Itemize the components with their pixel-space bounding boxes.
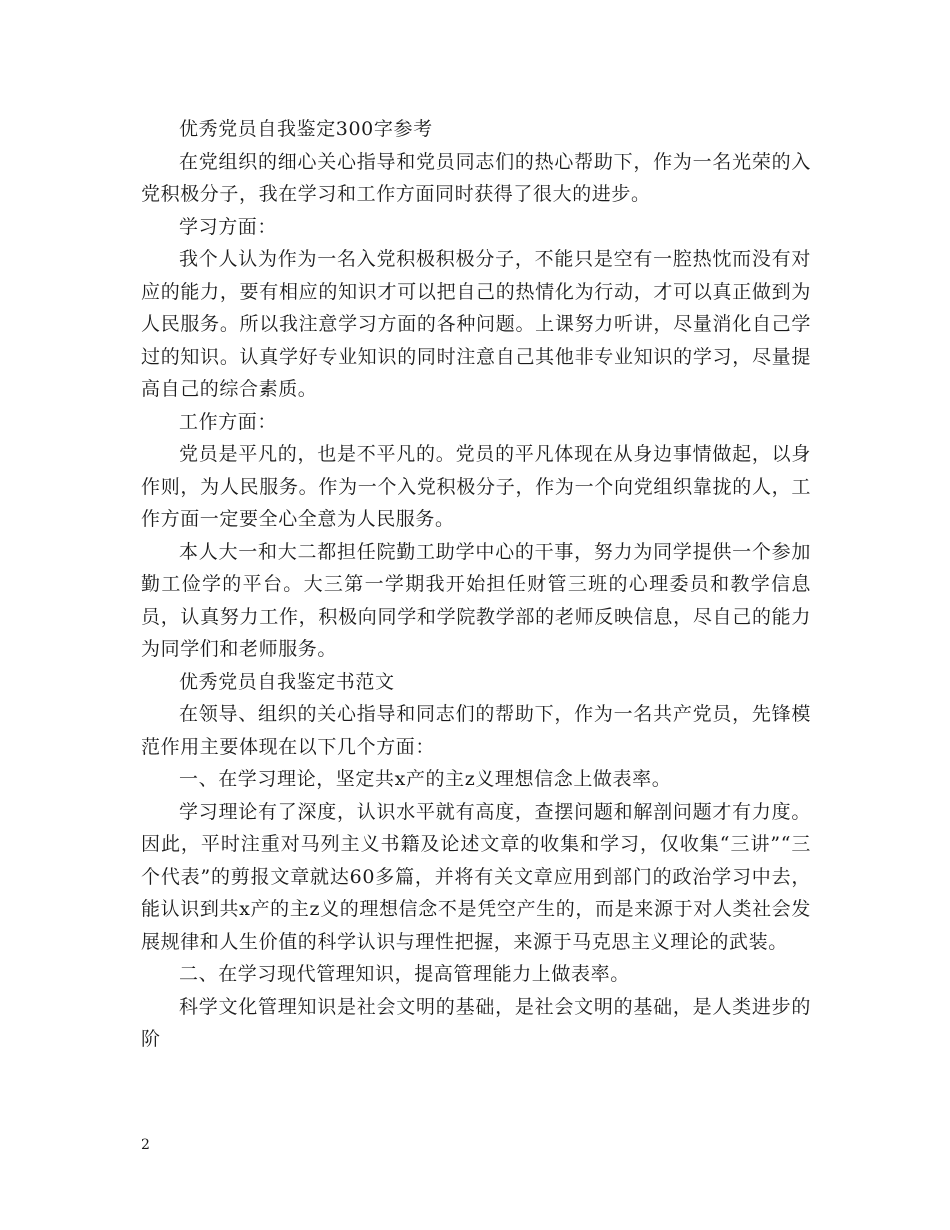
section-title: 优秀党员自我鉴定书范文	[179, 670, 395, 693]
paragraph: 本人大一和大二都担任院勤工助学中心的干事，努力为同学提供一个参加勤工俭学的平台。大三第一学期我开始担任财管三班的心理委员和教学信息员，认真努力工作，积极向同学和学院教学部的老师反映信息，尽自己的能力为同学们和老师服务。	[141, 540, 811, 660]
paragraph: 科学文化管理知识是社会文明的基础，是社会文明的基础，是人类进步的阶	[141, 995, 811, 1050]
document-body	[141, 113, 811, 1056]
page-number: 2	[141, 1137, 150, 1153]
subheading: 一、在学习理论，坚定共x产的主z义理想信念上做表率。	[179, 768, 672, 790]
section-title: 优秀党员自我鉴定300字参考	[179, 118, 433, 140]
subheading: 学习方面：	[179, 215, 278, 238]
paragraph: 在领导、组织的关心指导和同志们的帮助下，作为一名共产党员，先锋模范作用主要体现在以下几个方面：	[141, 703, 811, 758]
subheading: 工作方面：	[179, 410, 278, 433]
paragraph: 我个人认为作为一名入党积极积极分子，不能只是空有一腔热忱而没有对应的能力，要有相应的知识才可以把自己的热情化为行动，才可以真正做到为人民服务。所以我注意学习方面的各种问题。上课努力听讲，尽量消化自己学过的知识。认真学好专业知识的同时注意自己其他非专业知识的学习，尽量提高自己的综合素质。	[141, 248, 811, 400]
subheading: 二、在学习现代管理知识，提高管理能力上做表率。	[179, 963, 630, 985]
paragraph: 学习理论有了深度，认识水平就有高度，查摆问题和解剖问题才有力度。因此，平时注重对马列主义书籍及论述文章的收集和学习，仅收集“三讲”“三个代表”的剪报文章就达60多篇，并将有关文章应用到部门的政治学习中去，能认识到共x产的主z义的理想信念不是凭空产生的，而是来源于对人类社会发展规律和人生价值的科学认识与理性把握，来源于马克思主义理论的武装。	[141, 800, 811, 953]
paragraph: 党员是平凡的，也是不平凡的。党员的平凡体现在从身边事情做起，以身作则，为人民服务。作为一个入党积极分子，作为一个向党组织靠拢的人，工作方面一定要全心全意为人民服务。	[141, 443, 811, 530]
paragraph: 在党组织的细心关心指导和党员同志们的热心帮助下，作为一名光荣的入党积极分子，我在学习和工作方面同时获得了很大的进步。	[141, 150, 811, 205]
